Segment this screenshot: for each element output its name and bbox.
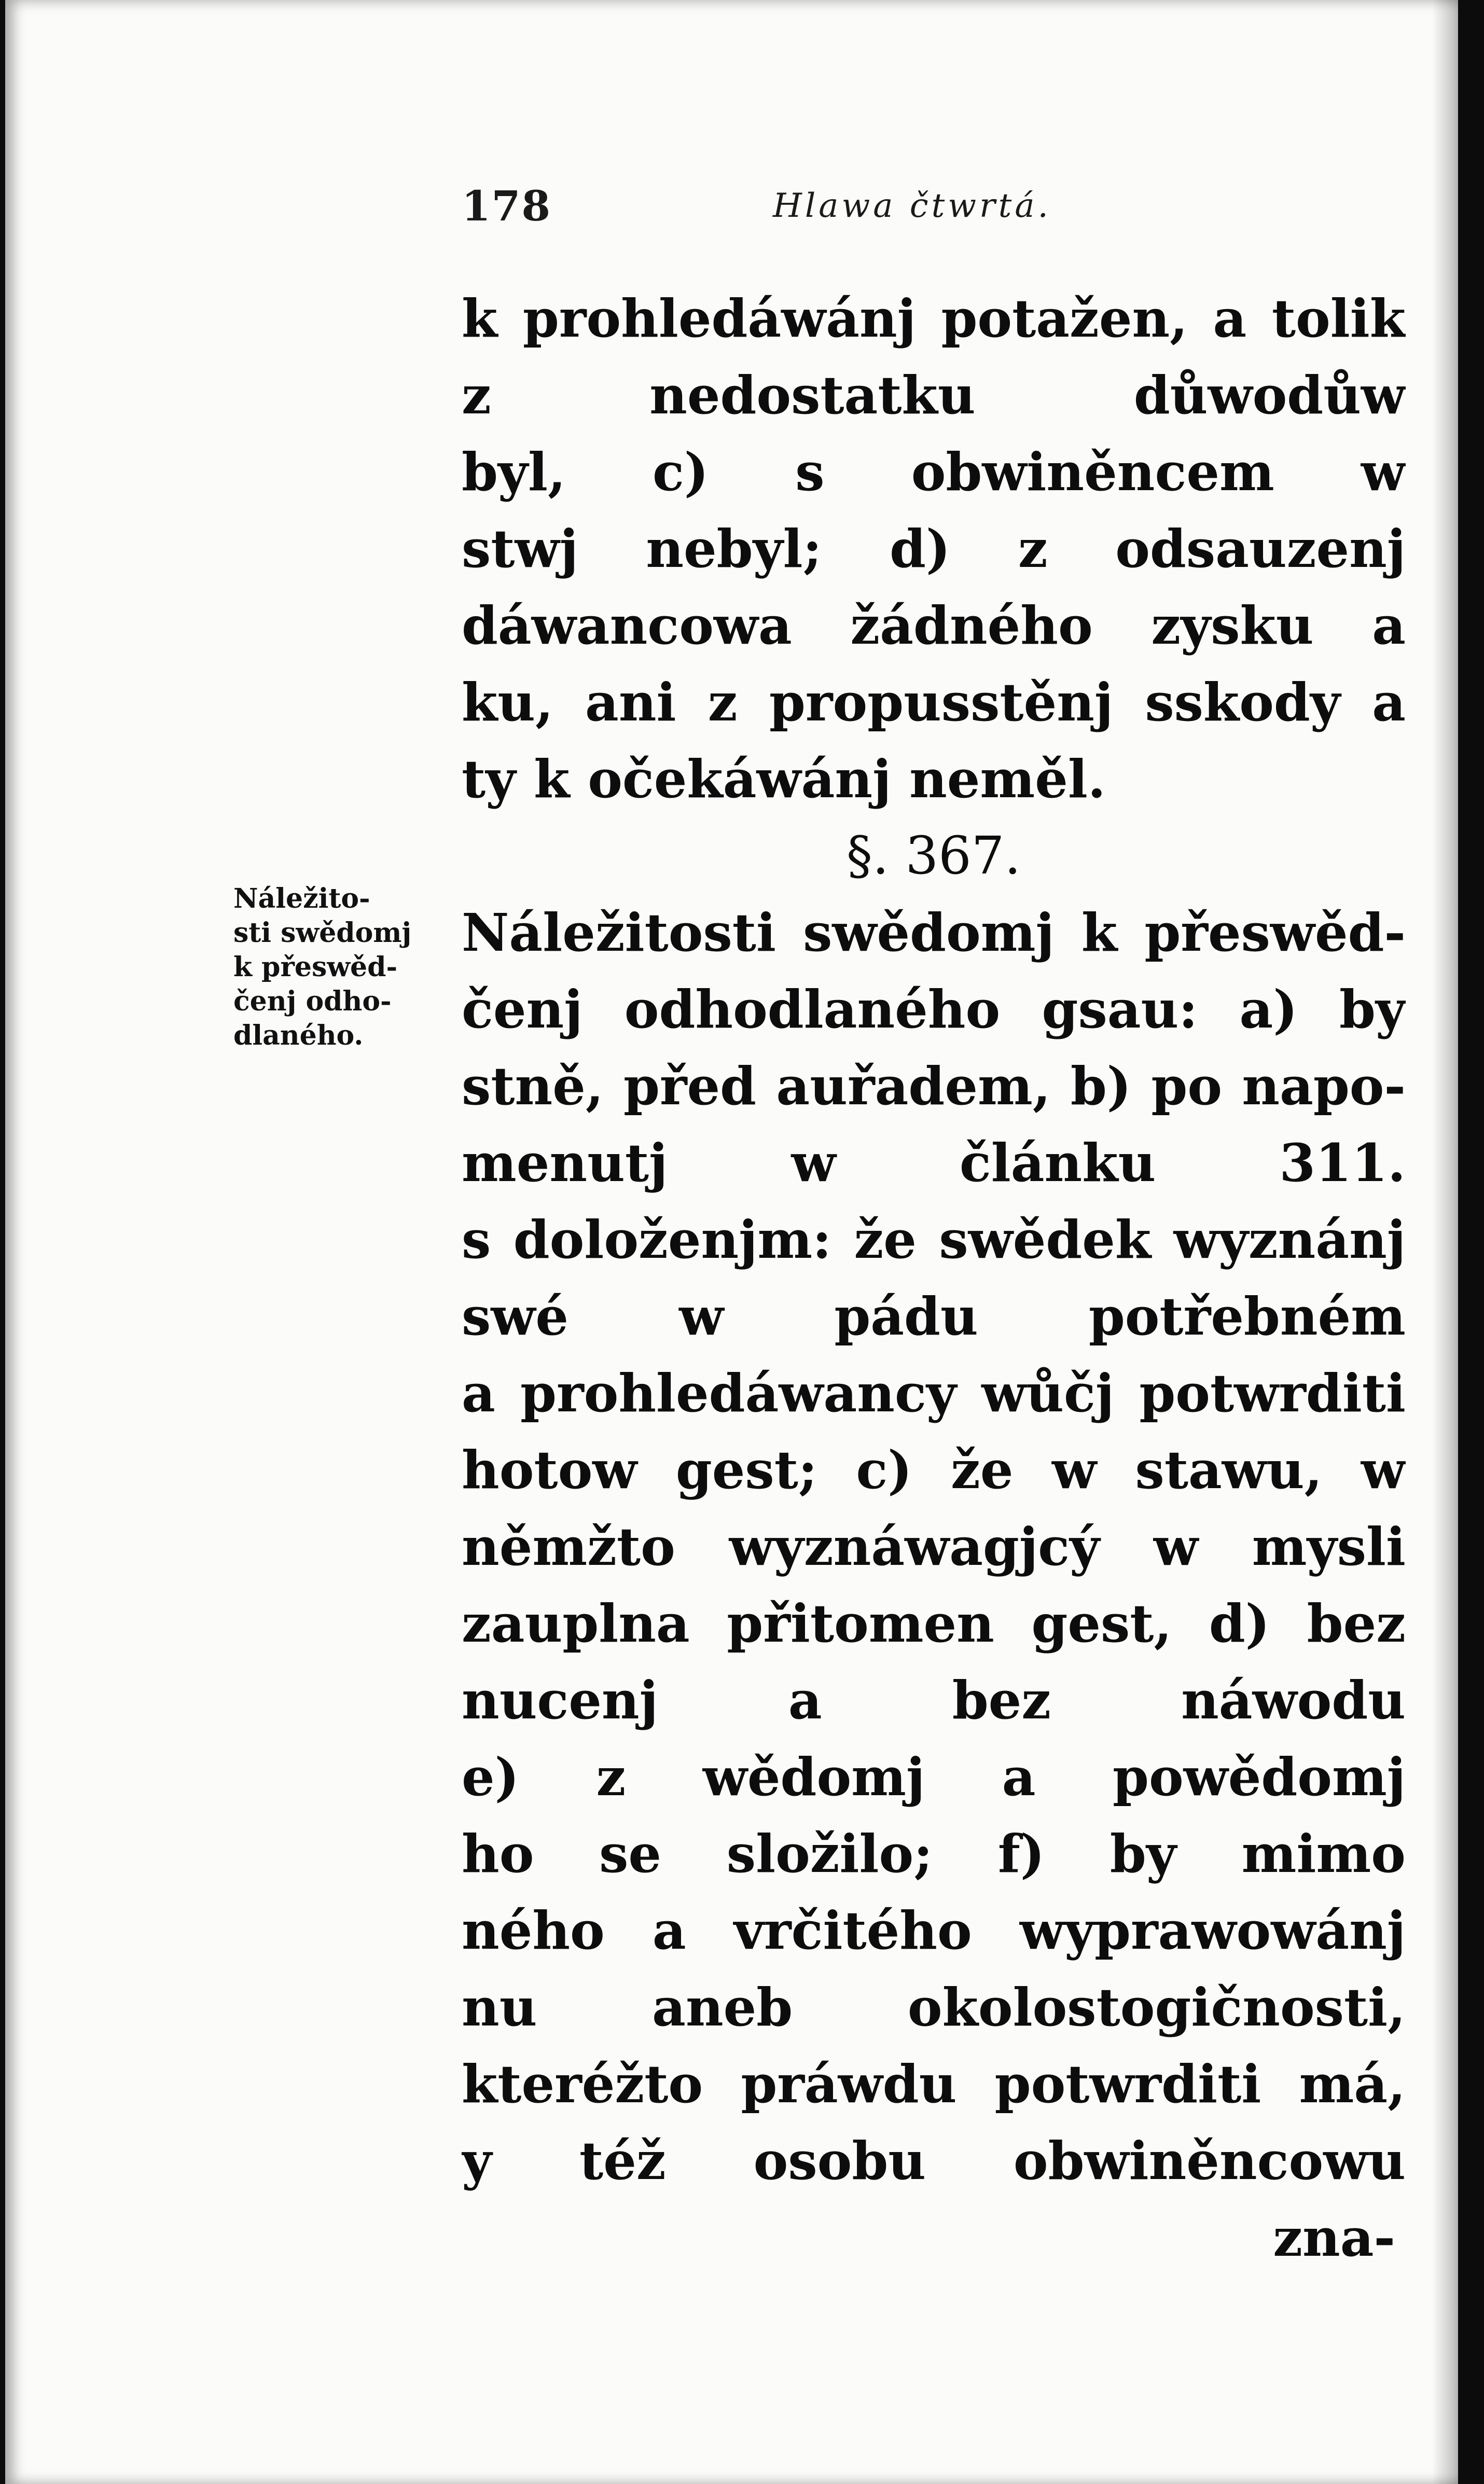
margin-note-line: čenj odho- [233, 986, 392, 1017]
margin-note-line: Náležito- [233, 883, 370, 914]
text-line: nucenj a bez náwodu [462, 1670, 1406, 1731]
text-line: ného a vrčitého wyprawowánj [462, 1900, 1406, 1961]
body-text [462, 280, 1406, 2276]
text-line: dáwancowa žádného zysku a [462, 595, 1406, 656]
text-line: a prohledáwancy wůčj potwrditi [462, 1363, 1406, 1424]
text-line: ku, ani z propusstěnj sskody a [462, 672, 1406, 733]
text-line: ty k očekáwánj neměl. [462, 748, 1106, 810]
text-line: y též osobu obwiněncowu [462, 2130, 1406, 2191]
text-line: menutj w článku 311. [462, 1132, 1406, 1194]
text-line: čenj odhodlaného gsau: a) by [462, 979, 1406, 1040]
margin-note-line: k přeswěd- [233, 951, 398, 983]
book-page [5, 0, 1458, 2484]
margin-note-line: sti swědomj [233, 917, 412, 949]
text-line: byl, c) s obwiněncem w [462, 441, 1406, 503]
text-line: swé w pádu potřebném [462, 1286, 1406, 1347]
text-line: Náležitosti swědomj k přeswěd- [462, 902, 1406, 963]
text-line: stwj nebyl; d) z odsauzenj [462, 518, 1406, 579]
text-line: s doloženjm: že swědek wyznánj [462, 1209, 1406, 1270]
text-line: nu aneb okolostogičnosti, [462, 1977, 1406, 2038]
catchword: zna- [1273, 2207, 1395, 2268]
page-edge-shadow [1432, 0, 1458, 2484]
text-line: k prohledáwánj potažen, a tolik [462, 288, 1406, 349]
margin-note-line: dlaného. [233, 1020, 364, 1051]
text-line: němžto wyznáwagjcý w mysli [462, 1516, 1406, 1577]
section-heading: §. 367. [846, 825, 1021, 886]
margin-note [233, 882, 431, 1053]
page-header [462, 182, 1084, 239]
text-line: ho se složilo; f) by mimo [462, 1823, 1406, 1884]
page-number: 178 [462, 182, 551, 230]
text-line: hotow gest; c) že w stawu, w [462, 1439, 1406, 1501]
text-line: kteréžto práwdu potwrditi má, [462, 2053, 1406, 2115]
text-line: zauplna přitomen gest, d) bez [462, 1593, 1406, 1654]
text-line: stně, před auřadem, b) po napo- [462, 1056, 1406, 1117]
text-line: z nedostatku důwodůw [462, 365, 1406, 426]
text-line: e) z wědomj a powědomj [462, 1746, 1406, 1808]
running-head: Hlawa čtwrtá. [773, 187, 1051, 225]
